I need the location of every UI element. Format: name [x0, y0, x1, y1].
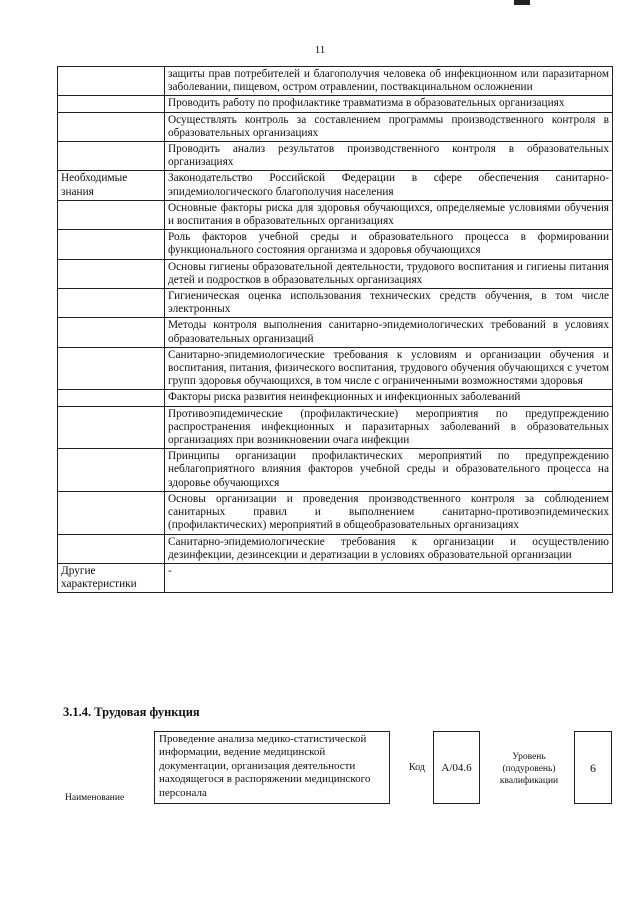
action-item: защиты прав потребителей и благополучия человека об инфекционном или паразитарном заболевании, пищевом, остром отравлении, поствакцинальном осложнении	[165, 67, 613, 96]
knowledge-item: Гигиеническая оценка использования технических средств обучения, в том числе электронных	[165, 289, 613, 318]
knowledge-item: Основы гигиены образовательной деятельности, трудового воспитания и гигиены питания детей и подростков в образовательных организациях	[165, 259, 613, 288]
qualification-level-label: Уровень (подуровень) квалификации	[499, 752, 559, 786]
empty-label-cell	[58, 406, 165, 449]
knowledge-item: Методы контроля выполнения санитарно-эпидемиологических требований в условиях образовательных организаций	[165, 318, 613, 347]
code-label: Код	[409, 762, 425, 773]
function-name-box: Проведение анализа медико-статистической информации, ведение медицинской документации, организация деятельности находящегося в распоряжении медицинского персонала	[154, 731, 390, 804]
page-number: 11	[314, 44, 326, 56]
empty-label-cell	[58, 96, 165, 112]
knowledge-item: Основные факторы риска для здоровья обучающихся, определяемые условиями обучения и воспитания в образовательных организациях	[165, 200, 613, 229]
knowledge-item: Основы организации и проведения производственного контроля за соблюдением санитарных правил и выполнением санитарно-противоэпидемических (профилактических) мероприятий в общеобразовательных организациях	[165, 491, 613, 534]
empty-label-cell	[58, 112, 165, 141]
empty-label-cell	[58, 318, 165, 347]
empty-label-cell	[58, 390, 165, 406]
knowledge-item: Законодательство Российской Федерации в сфере обеспечения санитарно-эпидемиологического благополучия населения	[165, 171, 613, 200]
action-item: Проводить работу по профилактике травматизма в образовательных организациях	[165, 96, 613, 112]
qualification-level-box: 6	[574, 731, 612, 804]
empty-label-cell	[58, 67, 165, 96]
knowledge-item: Санитарно-эпидемиологические требования к организации и осуществлению дезинфекции, дезинсекции и дератизации в условиях образовательной организации	[165, 534, 613, 563]
name-label: Наименование	[65, 793, 125, 803]
empty-label-cell	[58, 449, 165, 492]
knowledge-item: Принципы организации профилактических мероприятий по предупреждению неблагоприятного влияния факторов учебной среды и образовательного процесса на здоровье обучающихся	[165, 449, 613, 492]
other-characteristics-value: -	[165, 563, 613, 592]
knowledge-label: Необходимые знания	[58, 171, 165, 200]
empty-label-cell	[58, 142, 165, 171]
knowledge-item: Санитарно-эпидемиологические требования к условиям и организации обучения и воспитания, питания, физического воспитания, трудового обучения обучающихся с учетом групп здоровья обучающихся, в том числе с ограниченными возможностями здоровья	[165, 347, 613, 390]
action-item: Осуществлять контроль за составлением программы производственного контроля в образовательных организациях	[165, 112, 613, 141]
knowledge-item: Противоэпидемические (профилактические) мероприятия по предупреждению распространения инфекционных и паразитарных заболеваний в образовательных организациях при возникновении очага инфекции	[165, 406, 613, 449]
empty-label-cell	[58, 200, 165, 229]
section-title: 3.1.4. Трудовая функция	[63, 705, 200, 719]
empty-label-cell	[58, 347, 165, 390]
code-value-box: A/04.6	[433, 731, 480, 804]
empty-label-cell	[58, 491, 165, 534]
action-item: Проводить анализ результатов производственного контроля в образовательных организациях	[165, 142, 613, 171]
empty-label-cell	[58, 230, 165, 259]
empty-label-cell	[58, 259, 165, 288]
competency-table	[57, 66, 613, 593]
knowledge-item: Факторы риска развития неинфекционных и инфекционных заболеваний	[165, 390, 613, 406]
empty-label-cell	[58, 534, 165, 563]
knowledge-item: Роль факторов учебной среды и образовательного процесса в формировании функционального состояния организма и здоровья обучающихся	[165, 230, 613, 259]
other-characteristics-label: Другие характеристики	[58, 563, 165, 592]
empty-label-cell	[58, 289, 165, 318]
scan-artifact	[514, 0, 530, 5]
